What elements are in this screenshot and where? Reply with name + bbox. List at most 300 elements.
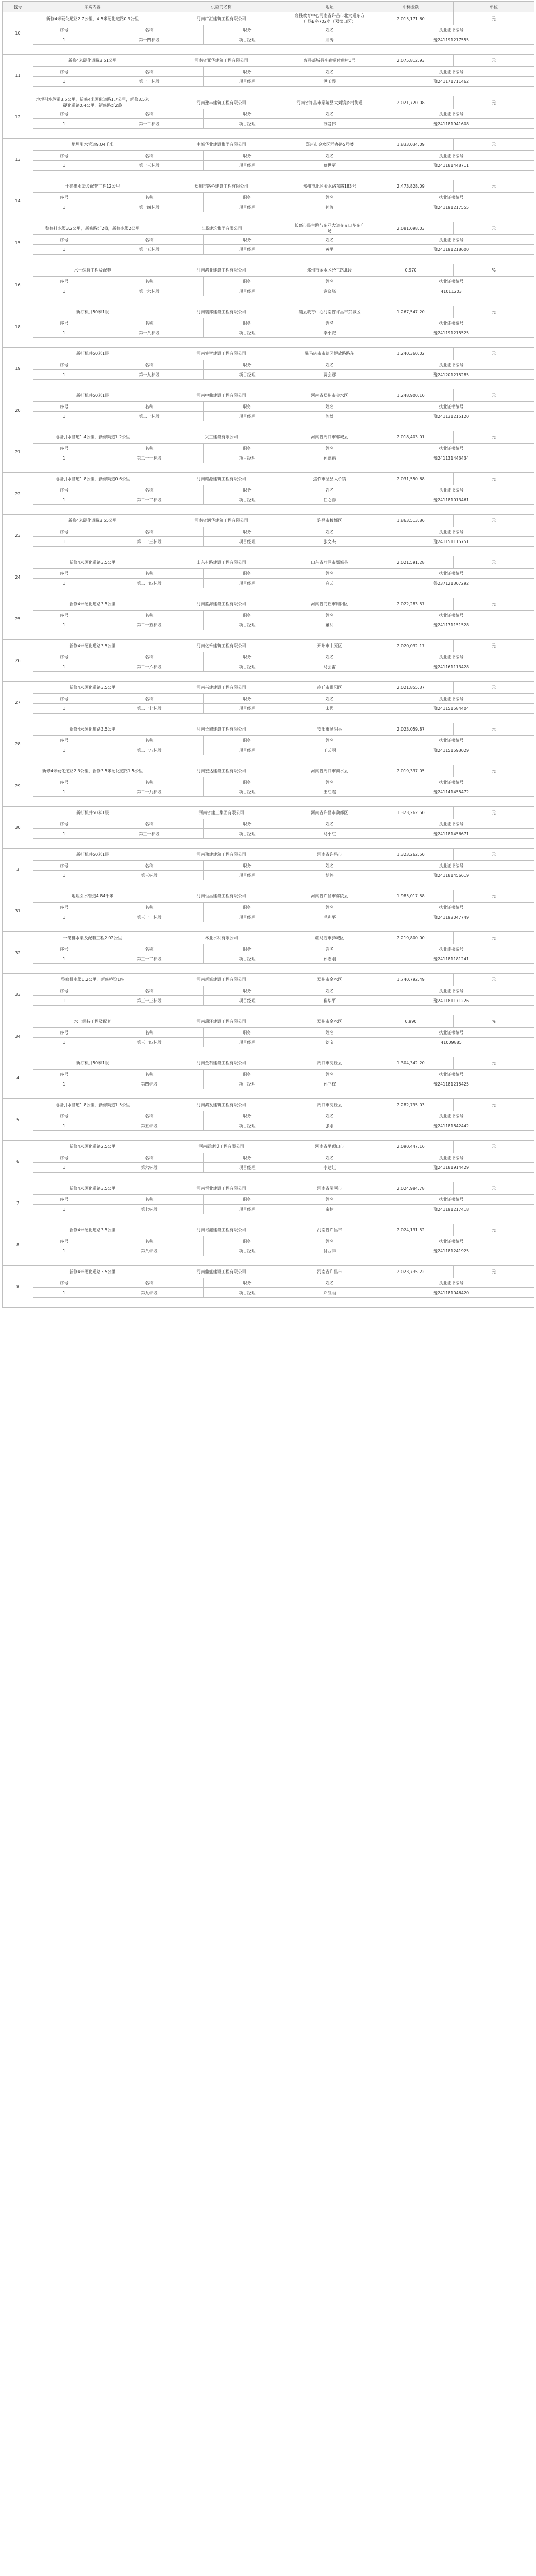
staff-cert: 豫241141455472: [368, 787, 534, 797]
package-row: [3, 1266, 534, 1278]
staff-header-cert: 执业证书编号: [368, 736, 534, 745]
package-spacer: [34, 45, 534, 55]
package-content: 干砌排水渠及配套工程2.02公里: [34, 932, 152, 944]
staff-role: 项目经理: [204, 453, 291, 463]
staff-header-name: 名称: [95, 402, 204, 412]
staff-role: 项目经理: [204, 370, 291, 380]
staff-header-role: 职务: [204, 652, 291, 662]
staff-role: 项目经理: [204, 245, 291, 255]
staff-person: 刘宝: [291, 1038, 368, 1047]
package-spacer: [34, 380, 534, 389]
staff-section: 第三十标段: [95, 829, 204, 839]
supplier-name: 长葛建筑集团有限公司: [152, 222, 291, 235]
staff-role: 项目经理: [204, 996, 291, 1006]
supplier-address: 河南省漯河市: [291, 1182, 368, 1195]
staff-seq: 1: [34, 412, 95, 421]
header-content: 采购内容: [34, 2, 152, 12]
package-content: 地埋引水管道9.04千米: [34, 139, 152, 151]
staff-header-cert: 执业证书编号: [368, 694, 534, 704]
package-spacer-row: [3, 797, 534, 807]
staff-header-cert: 执业证书编号: [368, 861, 534, 871]
staff-role: 项目经理: [204, 1038, 291, 1047]
staff-cert: 豫241161113428: [368, 662, 534, 672]
staff-role: 项目经理: [204, 1246, 291, 1256]
package-content: 新修4米硬化道路3.5公里: [34, 1266, 152, 1278]
bid-amount: 2,081,098.03: [368, 222, 454, 235]
package-spacer-row: [3, 547, 534, 556]
package-spacer: [34, 588, 534, 598]
staff-header-seq: 序号: [34, 819, 95, 829]
bid-amount: 2,090,447.16: [368, 1141, 454, 1153]
staff-person: 胡婷: [291, 871, 368, 880]
staff-header-role: 职务: [204, 527, 291, 537]
staff-header-row: [3, 109, 534, 119]
staff-header-role: 职务: [204, 1278, 291, 1288]
amount-unit: 元: [454, 723, 534, 736]
package-spacer: [34, 463, 534, 473]
amount-unit: 元: [454, 807, 534, 819]
staff-section: 第二十标段: [95, 412, 204, 421]
staff-person: 刘涛: [291, 35, 368, 45]
bid-amount: 2,075,812.93: [368, 55, 454, 67]
staff-role: 项目经理: [204, 579, 291, 588]
supplier-address: 襄县教育中心河南省许昌市北大道东方广场B座702室（双盘口区）: [291, 12, 368, 25]
staff-header-role: 职务: [204, 485, 291, 495]
staff-header-seq: 序号: [34, 360, 95, 370]
staff-header-cert: 执业证书编号: [368, 360, 534, 370]
staff-role: 项目经理: [204, 328, 291, 338]
staff-role: 项目经理: [204, 871, 291, 880]
staff-header-seq: 序号: [34, 67, 95, 77]
package-spacer-row: [3, 880, 534, 890]
staff-header-seq: 序号: [34, 277, 95, 286]
staff-section: 第二十九标段: [95, 787, 204, 797]
staff-header-row: [3, 277, 534, 286]
package-number: 3: [3, 849, 34, 890]
staff-cert: 豫241131215120: [368, 412, 534, 421]
staff-header-cert: 执业证书编号: [368, 485, 534, 495]
staff-section: 第五标段: [95, 1121, 204, 1131]
staff-header-person: 姓名: [291, 235, 368, 245]
package-number: 15: [3, 222, 34, 264]
staff-row: [3, 245, 534, 255]
package-spacer: [34, 171, 534, 180]
staff-header-name: 名称: [95, 25, 204, 35]
staff-seq: 1: [34, 1246, 95, 1256]
amount-unit: 元: [454, 974, 534, 986]
staff-header-row: [3, 360, 534, 370]
staff-header-role: 职务: [204, 736, 291, 745]
package-number: 22: [3, 473, 34, 515]
bid-amount: 1,304,342.20: [368, 1057, 454, 1070]
staff-header-cert: 执业证书编号: [368, 67, 534, 77]
amount-unit: 元: [454, 348, 534, 360]
staff-header-cert: 执业证书编号: [368, 944, 534, 954]
staff-header-person: 姓名: [291, 151, 368, 161]
package-row: [3, 640, 534, 652]
package-number: 30: [3, 807, 34, 849]
staff-role: 项目经理: [204, 202, 291, 212]
package-number: 9: [3, 1266, 34, 1308]
package-row: [3, 473, 534, 485]
staff-header-row: [3, 652, 534, 662]
staff-header-role: 职务: [204, 277, 291, 286]
package-spacer: [34, 547, 534, 556]
staff-cert: 豫241181013461: [368, 495, 534, 505]
bid-amount: 2,021,720.08: [368, 96, 454, 109]
staff-header-role: 职务: [204, 1028, 291, 1038]
amount-unit: %: [454, 1015, 534, 1028]
package-spacer-row: [3, 380, 534, 389]
staff-role: 项目经理: [204, 954, 291, 964]
staff-role: 项目经理: [204, 620, 291, 630]
supplier-address: 驻马店市市辖区解放路路东: [291, 348, 368, 360]
package-spacer-row: [3, 1089, 534, 1099]
package-row: [3, 389, 534, 402]
staff-person: 孙志刚: [291, 954, 368, 964]
header-amount: 中标金额: [368, 2, 454, 12]
package-number: 6: [3, 1141, 34, 1182]
staff-role: 项目经理: [204, 161, 291, 171]
staff-header-cert: 执业证书编号: [368, 1278, 534, 1288]
package-number: 21: [3, 431, 34, 473]
staff-role: 项目经理: [204, 745, 291, 755]
package-number: 8: [3, 1224, 34, 1266]
staff-person: 秦楠: [291, 1205, 368, 1214]
package-spacer: [34, 797, 534, 807]
supplier-name: 河南亿禾建筑工程有限公司: [152, 640, 291, 652]
package-spacer: [34, 296, 534, 306]
bid-amount: 2,018,403.01: [368, 431, 454, 444]
staff-role: 项目经理: [204, 77, 291, 87]
staff-section: 第三标段: [95, 871, 204, 880]
staff-header-name: 名称: [95, 444, 204, 453]
table-header-row: [3, 2, 534, 12]
staff-header-row: [3, 25, 534, 35]
package-row: [3, 932, 534, 944]
staff-cert: 鲁237121307292: [368, 579, 534, 588]
staff-header-cert: 执业证书编号: [368, 819, 534, 829]
staff-cert: 豫241181914429: [368, 1163, 534, 1173]
staff-person: 马会雷: [291, 662, 368, 672]
staff-header-name: 名称: [95, 485, 204, 495]
staff-header-person: 姓名: [291, 360, 368, 370]
staff-cert: 豫241151593029: [368, 745, 534, 755]
bid-amount: 1,740,792.49: [368, 974, 454, 986]
staff-header-name: 名称: [95, 903, 204, 912]
package-spacer: [34, 212, 534, 222]
package-number: 27: [3, 682, 34, 723]
staff-row: [3, 579, 534, 588]
staff-row: [3, 202, 534, 212]
supplier-name: 河南省建工集团有限公司: [152, 807, 291, 819]
package-number: 23: [3, 515, 34, 556]
staff-header-row: [3, 235, 534, 245]
staff-header-role: 职务: [204, 151, 291, 161]
staff-person: 李小安: [291, 328, 368, 338]
package-number: 19: [3, 348, 34, 389]
supplier-name: 河南恒业建设工程有限公司: [152, 1182, 291, 1195]
staff-header-role: 职务: [204, 611, 291, 620]
table-body: [3, 12, 534, 1308]
package-spacer-row: [3, 1006, 534, 1015]
staff-header-seq: 序号: [34, 569, 95, 579]
staff-header-role: 职务: [204, 903, 291, 912]
staff-seq: 1: [34, 1079, 95, 1089]
package-spacer-row: [3, 922, 534, 932]
package-number: 16: [3, 264, 34, 306]
staff-header-cert: 执业证书编号: [368, 777, 534, 787]
amount-unit: 元: [454, 306, 534, 318]
package-content: 新修4米硬化道路2.5公里: [34, 1141, 152, 1153]
package-spacer: [34, 1006, 534, 1015]
staff-header-name: 名称: [95, 736, 204, 745]
staff-header-cert: 执业证书编号: [368, 25, 534, 35]
package-spacer-row: [3, 338, 534, 348]
bid-amount: 2,015,171.60: [368, 12, 454, 25]
supplier-address: 襄县郏城县李寨镇付曲村1号: [291, 55, 368, 67]
staff-header-role: 职务: [204, 1195, 291, 1205]
package-spacer: [34, 255, 534, 264]
staff-section: 第四标段: [95, 1079, 204, 1089]
staff-section: 第二十一标段: [95, 453, 204, 463]
staff-role: 项目经理: [204, 1205, 291, 1214]
staff-header-name: 名称: [95, 569, 204, 579]
package-number: 13: [3, 139, 34, 180]
staff-header-row: [3, 986, 534, 996]
package-spacer: [34, 505, 534, 515]
staff-section: 第二十三标段: [95, 537, 204, 547]
staff-header-name: 名称: [95, 1195, 204, 1205]
package-row: [3, 890, 534, 903]
package-spacer: [34, 1256, 534, 1266]
supplier-address: 河南省许昌市鄢陵县: [291, 890, 368, 903]
header-unit: 单位: [454, 2, 534, 12]
package-row: [3, 1224, 534, 1236]
package-spacer-row: [3, 255, 534, 264]
package-row: [3, 139, 534, 151]
staff-cert: 豫241191217418: [368, 1205, 534, 1214]
staff-row: [3, 286, 534, 296]
package-spacer: [34, 338, 534, 348]
package-spacer-row: [3, 1214, 534, 1224]
supplier-address: 郑州市金水区: [291, 974, 368, 986]
staff-cert: 豫241181241925: [368, 1246, 534, 1256]
bid-amount: 2,021,855.37: [368, 682, 454, 694]
staff-header-cert: 执业证书编号: [368, 611, 534, 620]
staff-section: 第二十五标段: [95, 620, 204, 630]
staff-section: 第二十四标段: [95, 579, 204, 588]
staff-header-person: 姓名: [291, 193, 368, 202]
staff-cert: 豫241191215525: [368, 328, 534, 338]
supplier-name: 河南豫建建筑工程有限公司: [152, 849, 291, 861]
staff-section: 第三十一标段: [95, 912, 204, 922]
package-number: 11: [3, 55, 34, 96]
package-row: [3, 1141, 534, 1153]
package-content: 地埋引水管道1.8公里，新修渠道0.6公里: [34, 473, 152, 485]
staff-header-name: 名称: [95, 611, 204, 620]
amount-unit: 元: [454, 515, 534, 527]
staff-header-row: [3, 444, 534, 453]
staff-seq: 1: [34, 328, 95, 338]
staff-seq: 1: [34, 1205, 95, 1214]
package-spacer-row: [3, 129, 534, 139]
staff-header-row: [3, 1111, 534, 1121]
package-row: [3, 222, 534, 235]
procurement-bid-table-page: [0, 1, 536, 2576]
staff-row: [3, 662, 534, 672]
supplier-address: 河南省郑州市金水区: [291, 389, 368, 402]
supplier-address: 河南省商丘市睢阳区: [291, 598, 368, 611]
supplier-name: 河南鸿发建筑工程有限公司: [152, 1099, 291, 1111]
staff-header-row: [3, 151, 534, 161]
package-spacer: [34, 1173, 534, 1182]
staff-header-person: 姓名: [291, 1153, 368, 1163]
package-row: [3, 598, 534, 611]
package-content: 新打机井50米1眼: [34, 389, 152, 402]
staff-header-role: 职务: [204, 986, 291, 996]
staff-header-seq: 序号: [34, 1236, 95, 1246]
bid-amount: 2,019,337.05: [368, 765, 454, 777]
package-number: 31: [3, 890, 34, 932]
package-content: 新修4米硬化道路3.5公里: [34, 1182, 152, 1195]
staff-row: [3, 77, 534, 87]
staff-person: 冯利平: [291, 912, 368, 922]
staff-header-seq: 序号: [34, 444, 95, 453]
bid-amount: 2,023,059.87: [368, 723, 454, 736]
staff-cert: 豫241181181241: [368, 954, 534, 964]
staff-header-row: [3, 861, 534, 871]
supplier-name: 河南恒昌建设工程有限公司: [152, 890, 291, 903]
staff-seq: 1: [34, 245, 95, 255]
staff-header-row: [3, 1236, 534, 1246]
staff-cert: 豫241191218600: [368, 245, 534, 255]
staff-header-role: 职务: [204, 1111, 291, 1121]
supplier-address: 周口市沈丘县: [291, 1099, 368, 1111]
package-number: 25: [3, 598, 34, 640]
supplier-address: 河南省许昌市: [291, 1266, 368, 1278]
staff-header-person: 姓名: [291, 986, 368, 996]
staff-header-row: [3, 193, 534, 202]
bid-amount: 2,473,828.09: [368, 180, 454, 193]
staff-header-row: [3, 402, 534, 412]
package-content: 新打机井50米1眼: [34, 348, 152, 360]
staff-header-name: 名称: [95, 151, 204, 161]
package-spacer: [34, 839, 534, 849]
package-number: 20: [3, 389, 34, 431]
staff-cert: 豫241181046420: [368, 1288, 534, 1298]
package-spacer-row: [3, 1173, 534, 1182]
staff-header-seq: 序号: [34, 694, 95, 704]
staff-section: 第二十二标段: [95, 495, 204, 505]
supplier-name: 河南新诚建设工程有限公司: [152, 974, 291, 986]
amount-unit: 元: [454, 598, 534, 611]
amount-unit: 元: [454, 1099, 534, 1111]
staff-role: 项目经理: [204, 119, 291, 129]
staff-row: [3, 787, 534, 797]
staff-role: 项目经理: [204, 412, 291, 421]
package-spacer: [34, 630, 534, 640]
staff-row: [3, 35, 534, 45]
staff-row: [3, 620, 534, 630]
package-row: [3, 556, 534, 569]
staff-row: [3, 1246, 534, 1256]
package-spacer-row: [3, 212, 534, 222]
staff-row: [3, 704, 534, 714]
supplier-address: 河南省许昌市: [291, 849, 368, 861]
staff-person: 陈博: [291, 412, 368, 421]
staff-cert: 豫241181456619: [368, 871, 534, 880]
staff-seq: 1: [34, 745, 95, 755]
staff-seq: 1: [34, 1288, 95, 1298]
staff-header-row: [3, 1028, 534, 1038]
staff-header-row: [3, 1070, 534, 1079]
staff-header-seq: 序号: [34, 151, 95, 161]
amount-unit: 元: [454, 1266, 534, 1278]
staff-role: 项目经理: [204, 35, 291, 45]
staff-header-name: 名称: [95, 193, 204, 202]
staff-header-seq: 序号: [34, 1028, 95, 1038]
staff-header-person: 姓名: [291, 1028, 368, 1038]
staff-row: [3, 1038, 534, 1047]
staff-cert: 豫241181171226: [368, 996, 534, 1006]
staff-header-person: 姓名: [291, 1278, 368, 1288]
staff-header-row: [3, 736, 534, 745]
staff-header-row: [3, 903, 534, 912]
staff-header-role: 职务: [204, 569, 291, 579]
bid-amount: 1,323,262.50: [368, 849, 454, 861]
staff-person: 李建红: [291, 1163, 368, 1173]
supplier-address: 山东省菏泽市鄄城县: [291, 556, 368, 569]
package-content: 新修4米硬化道路3.5公里: [34, 1224, 152, 1236]
staff-header-name: 名称: [95, 109, 204, 119]
staff-person: 张刚: [291, 1121, 368, 1131]
staff-person: 尹玉霞: [291, 77, 368, 87]
staff-header-row: [3, 527, 534, 537]
package-spacer: [34, 1131, 534, 1141]
supplier-address: 郑州市金水区经三路北段: [291, 264, 368, 277]
package-content: 新打机井50米1眼: [34, 807, 152, 819]
amount-unit: 元: [454, 139, 534, 151]
supplier-name: 河南辰建设工程有限公司: [152, 1141, 291, 1153]
supplier-address: 河南省许昌市魏都区: [291, 807, 368, 819]
package-spacer: [34, 1089, 534, 1099]
staff-row: [3, 370, 534, 380]
package-content: 新修4米硬化道路3.5公里: [34, 682, 152, 694]
staff-header-seq: 序号: [34, 235, 95, 245]
staff-header-name: 名称: [95, 694, 204, 704]
staff-header-role: 职务: [204, 1153, 291, 1163]
staff-header-name: 名称: [95, 944, 204, 954]
supplier-name: 河南鼎盛建设工程有限公司: [152, 1266, 291, 1278]
staff-header-role: 职务: [204, 819, 291, 829]
staff-row: [3, 1288, 534, 1298]
amount-unit: 元: [454, 1141, 534, 1153]
staff-cert: 豫241201215285: [368, 370, 534, 380]
staff-header-cert: 执业证书编号: [368, 277, 534, 286]
package-row: [3, 515, 534, 527]
staff-header-name: 名称: [95, 1070, 204, 1079]
supplier-address: 河南省许昌市鄢陵县大刘镇乡村街道: [291, 96, 368, 109]
staff-header-row: [3, 67, 534, 77]
staff-header-name: 名称: [95, 861, 204, 871]
bid-amount: 2,024,131.52: [368, 1224, 454, 1236]
staff-row: [3, 119, 534, 129]
staff-header-seq: 序号: [34, 1111, 95, 1121]
staff-header-person: 姓名: [291, 277, 368, 286]
package-row: [3, 723, 534, 736]
staff-person: 王红霞: [291, 787, 368, 797]
